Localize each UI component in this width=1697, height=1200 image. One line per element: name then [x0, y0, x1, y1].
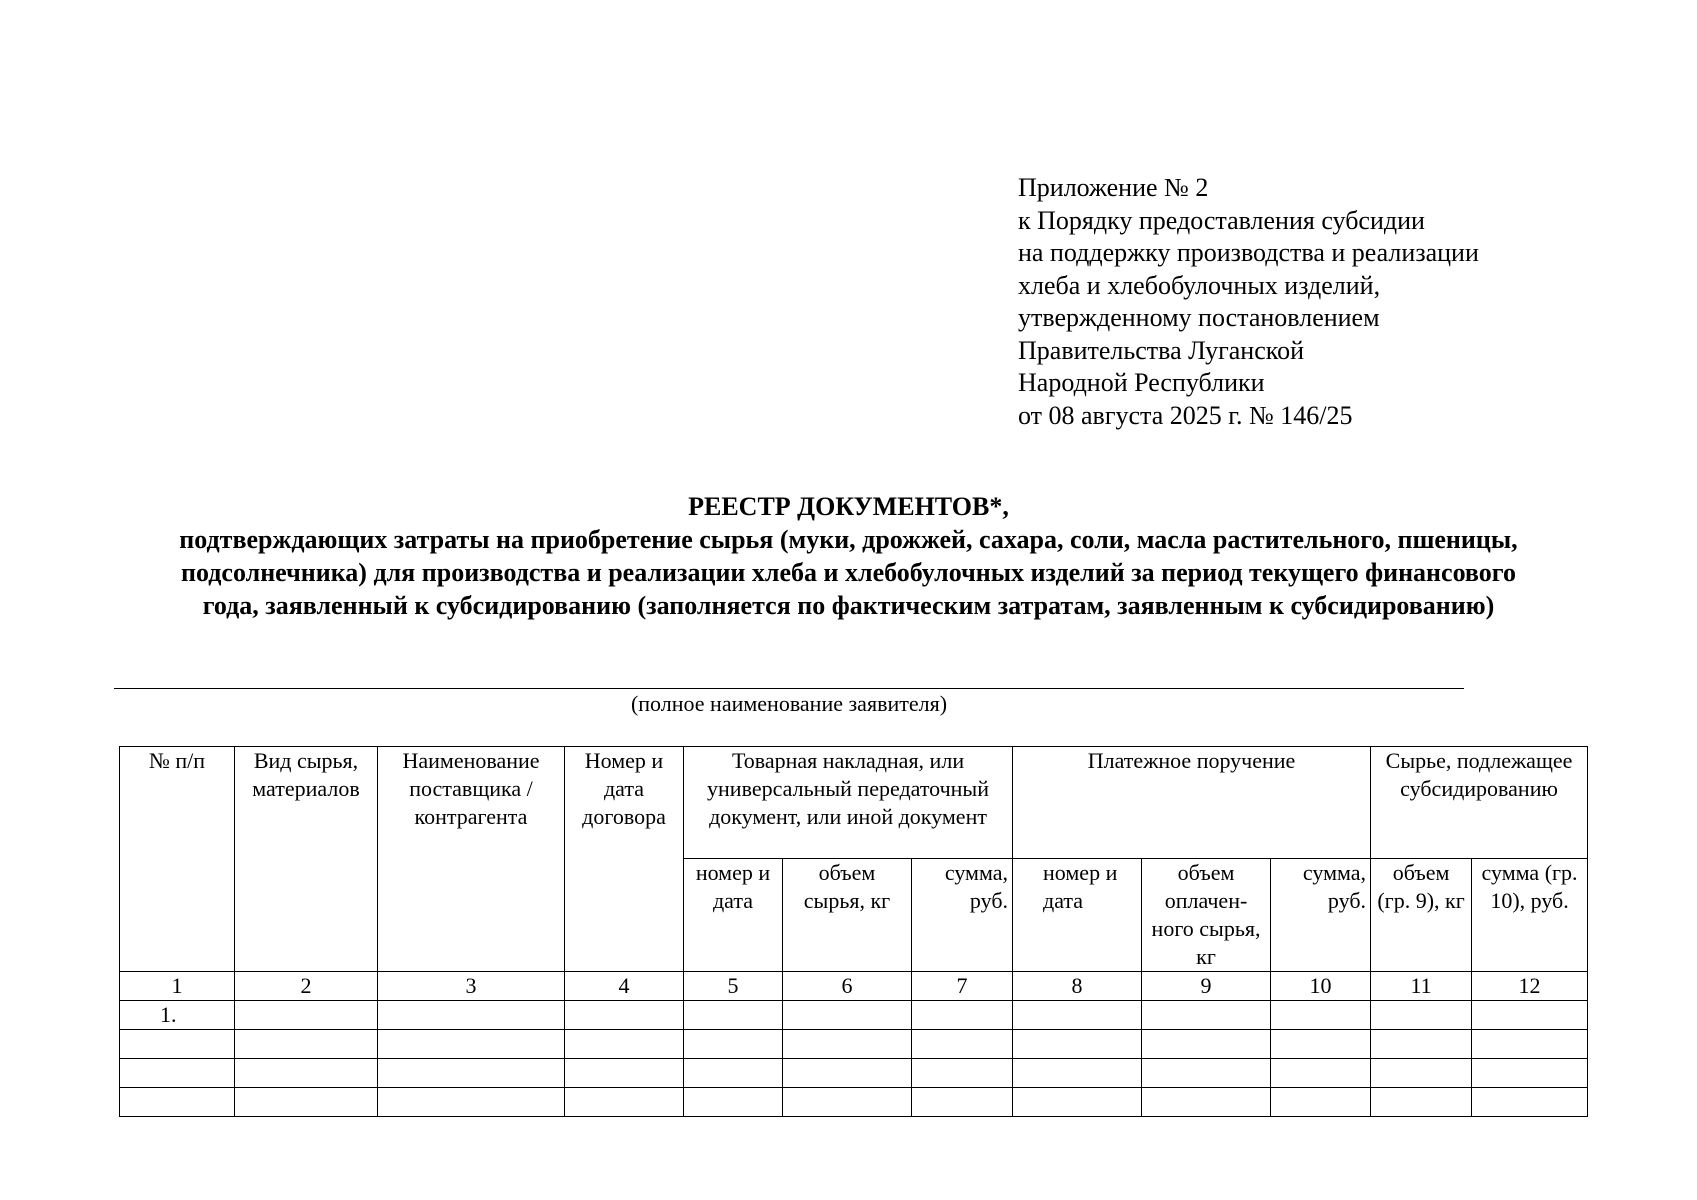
column-number: 3 [378, 972, 565, 1001]
table-cell [1271, 1001, 1371, 1030]
table-cell [378, 1059, 565, 1088]
title-line: подсолнечника) для производства и реализации хлеба и хлебобулочных изделий за период текущего финансового [181, 558, 1516, 587]
title-line: РЕЕСТР ДОКУМЕНТОВ*, [688, 492, 1009, 521]
table-cell [1013, 1088, 1142, 1117]
appendix-block [1018, 172, 1479, 432]
table-cell [912, 1059, 1013, 1088]
table-cell [565, 1030, 684, 1059]
table-row [120, 1059, 1588, 1088]
table-cell [1472, 1030, 1588, 1059]
column-number: 4 [565, 972, 684, 1001]
table-cell [1371, 1059, 1472, 1088]
appendix-line: Народной Республики [1018, 368, 1265, 397]
table-cell [1371, 1030, 1472, 1059]
table-cell [912, 1030, 1013, 1059]
row-number: 1. [120, 1001, 235, 1030]
table-cell [684, 1030, 783, 1059]
header-col-9: объем оплачен-ного сырья, кг [1142, 859, 1271, 972]
table-cell [1142, 1030, 1271, 1059]
header-col-7: сумма, руб. [912, 859, 1013, 972]
header-col-3: Наименование поставщика / контрагента [378, 747, 565, 972]
table-cell [235, 1059, 378, 1088]
table-cell [783, 1001, 912, 1030]
table-cell [1371, 1088, 1472, 1117]
table-cell [1013, 1001, 1142, 1030]
table-cell [1013, 1059, 1142, 1088]
table-cell [1271, 1030, 1371, 1059]
table-cell [1271, 1088, 1371, 1117]
table-cell [120, 1030, 235, 1059]
applicant-name-line [114, 688, 1464, 689]
table-cell [378, 1030, 565, 1059]
header-col-6: объем сырья, кг [783, 859, 912, 972]
table-cell [783, 1088, 912, 1117]
table-cell [783, 1059, 912, 1088]
table-cell [235, 1088, 378, 1117]
table-cell [1013, 1030, 1142, 1059]
table-cell [1472, 1001, 1588, 1030]
table-cell [1142, 1088, 1271, 1117]
table-cell [684, 1001, 783, 1030]
header-group-payment: Платежное поручение [1013, 747, 1371, 859]
column-number: 6 [783, 972, 912, 1001]
header-group-invoice: Товарная накладная, или универсальный передаточный документ, или иной документ [684, 747, 1013, 859]
column-number: 7 [912, 972, 1013, 1001]
column-number: 2 [235, 972, 378, 1001]
header-col-2: Вид сырья, материалов [235, 747, 378, 972]
table-cell [235, 1030, 378, 1059]
header-col-11: объем (гр. 9), кг [1371, 859, 1472, 972]
appendix-line: хлеба и хлебобулочных изделий, [1018, 270, 1381, 300]
column-number: 8 [1013, 972, 1142, 1001]
table-cell [565, 1059, 684, 1088]
table-cell [783, 1030, 912, 1059]
table-cell [1271, 1059, 1371, 1088]
document-title [100, 490, 1597, 622]
header-col-10: сумма, руб. [1271, 859, 1371, 972]
header-col-4: Номер и дата договора [565, 747, 684, 972]
table-cell [378, 1088, 565, 1117]
header-col-12: сумма (гр. 10), руб. [1472, 859, 1588, 972]
table-row [120, 1088, 1588, 1117]
table-cell [565, 1088, 684, 1117]
column-number: 10 [1271, 972, 1371, 1001]
table-cell [120, 1088, 235, 1117]
table-cell [378, 1001, 565, 1030]
title-line: подтверждающих затраты на приобретение сырья (муки, дрожжей, сахара, соли, масла растительного, пшеницы, [179, 525, 1518, 554]
table-cell [235, 1001, 378, 1030]
table-cell [1142, 1001, 1271, 1030]
header-col-8: номер и дата [1013, 859, 1142, 972]
table-cell [565, 1001, 684, 1030]
applicant-caption: (полное наименование заявителя) [630, 691, 948, 716]
registry-table [119, 746, 1588, 1117]
appendix-line: от 08 августа 2025 г. № 146/25 [1018, 400, 1353, 430]
table-cell [1472, 1059, 1588, 1088]
table-row [120, 1030, 1588, 1059]
appendix-line: на поддержку производства и реализации [1018, 238, 1479, 267]
table-cell [120, 1059, 235, 1088]
table-cell [1472, 1088, 1588, 1117]
table-cell [912, 1001, 1013, 1030]
table-cell [1142, 1059, 1271, 1088]
column-number: 1 [120, 972, 235, 1001]
table-cell [912, 1088, 1013, 1117]
appendix-line: к Порядку предоставления субсидии [1018, 205, 1425, 235]
table-row [120, 1001, 1588, 1030]
column-number: 5 [684, 972, 783, 1001]
appendix-line: Приложение № 2 [1018, 173, 1209, 202]
column-number: 11 [1371, 972, 1472, 1001]
title-line: года, заявленный к субсидированию (заполняется по фактическим затратам, заявленным к субсидированию) [202, 591, 1495, 620]
table-cell [1371, 1001, 1472, 1030]
column-number: 12 [1472, 972, 1588, 1001]
table-cell [684, 1088, 783, 1117]
column-number: 9 [1142, 972, 1271, 1001]
header-col-5: номер и дата [684, 859, 783, 972]
appendix-line: Правительства Луганской [1018, 335, 1304, 365]
table-cell [684, 1059, 783, 1088]
header-group-raw: Сырье, подлежащее субсидированию [1371, 747, 1588, 859]
appendix-line: утвержденному постановлением [1018, 303, 1380, 332]
header-col-1: № п/п [120, 747, 235, 972]
